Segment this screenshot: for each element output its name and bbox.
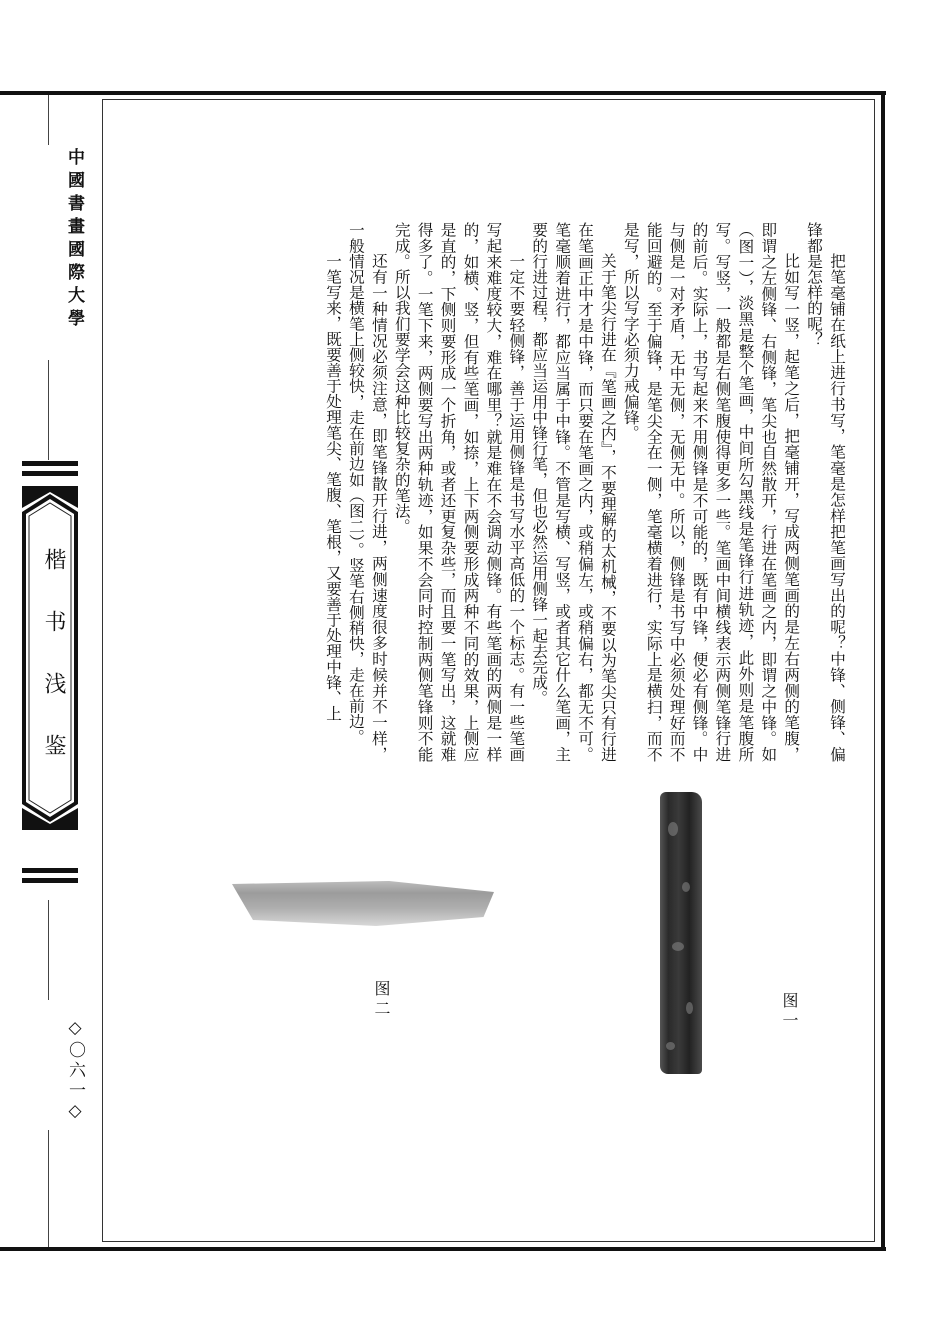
paragraph: 比如写一竖，起笔之后，把毫铺开，写成两侧笔画的是左右两侧的笔腹，即谓之左侧锋、右侧锋，笔尖也自然散开，行进在笔画之内，即谓之中锋。如（图一），淡黑是整个笔画，中间所勾黑线是笔锋行进轨迹，此外则是笔腹所写。写竖，一般都是右侧笔腹使得更多一些。笔画中间横线表示两侧笔锋行进的前后。实际上，书写起来不用侧锋是不可能的，既有中锋，便必有侧锋。中与侧是一对矛盾，无中无侧，无侧无中。所以，侧锋是书写中必须处理好而不能回避的。至于偏锋，是笔尖全在一侧，笔毫横着进行，实际上是横扫，而不是写，所以写字必须力戒偏锋。 <box>621 222 801 762</box>
margin-rule-top <box>48 95 49 145</box>
margin-rule-bottom <box>48 1130 49 1247</box>
paragraph: 一定不要轻侧锋，善于运用侧锋是书写水平高低的一个标志。有一些笔画写起来难度较大，难在哪里？就是难在不会调动侧锋。有些笔画的两侧是一样的，如横、竖，但有些笔画，如捺，上下两侧要形成两种不同的效果，上侧应是直的，下侧则要形成一个折角，或者还更复杂些，而且要一笔写出，这就难得多了。一笔下来，两侧要写出两种轨迹，如果不会同时控制两侧笔锋则不能完成。所以我们要学会这种比较复杂的笔法。 <box>392 222 526 762</box>
margin-rule-mid-lower <box>48 900 49 1000</box>
page-frame-right <box>881 91 885 1251</box>
ornament-bar-bottom-1 <box>22 868 78 873</box>
ornament-bar-bottom-2 <box>22 878 78 883</box>
body-text <box>172 222 848 762</box>
figure-1-stroke-image <box>660 792 702 1074</box>
paragraph: 一笔写来，既要善于处理笔尖、笔腹、笔根，又要善于处理中锋、上 <box>324 253 343 722</box>
margin-rule-mid-upper <box>48 360 49 460</box>
figure-2-caption: 图二 <box>372 980 391 1020</box>
ornament-bar-top-2 <box>22 471 78 476</box>
university-name: 中國書畫國際大學 <box>64 148 84 332</box>
paragraph: 还有一种情况必须注意，即笔锋散开行进，两侧速度很多时候并不一样，一般情况是横笔上侧较快，走在前边如（图二）。竖笔右侧稍快，走在前边。 <box>346 222 388 762</box>
page-number: ◇〇六一◇ <box>65 1018 85 1124</box>
paragraph: 把笔毫铺在纸上进行书写，笔毫是怎样把笔画写出的呢？中锋、侧锋、偏锋都是怎样的呢？ <box>805 222 846 762</box>
paragraph: 关于笔尖行进在『笔画之内』，不要理解的太机械，不要以为笔尖只有行进在笔画正中才是中锋，而只要在笔画之内，或稍偏左，或稍偏右，都无不可。笔毫顺着进行，都应当属于中锋。不管是写横、写竖，或者其它什么笔画，主要的行进过程，都应当运用中锋行笔，但也必然运用侧锋一起去完成。 <box>530 222 617 762</box>
figure-1-caption: 图一 <box>780 992 799 1032</box>
page-frame-top <box>0 91 886 95</box>
page-frame-bottom <box>0 1247 886 1251</box>
book-title: 楷书浅鉴 <box>41 548 66 796</box>
ornament-bar-top-1 <box>22 461 78 466</box>
